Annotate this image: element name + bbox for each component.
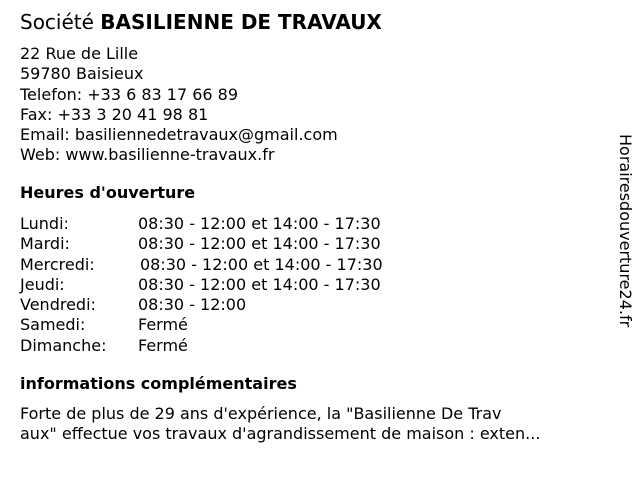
day-label: Lundi: [20, 214, 69, 233]
hours-value: 08:30 - 12:00 et 14:00 - 17:30 [138, 234, 381, 254]
street-address: 22 Rue de Lille [20, 44, 139, 63]
info-line: aux" effectue vos travaux d'agrandissement de maison : exten... [20, 424, 541, 444]
city-address: 59780 Baisieux [20, 64, 144, 84]
day-label: Jeudi: [20, 274, 65, 294]
hours-value: 08:30 - 12:00 et 14:00 - 17:30 [140, 254, 383, 274]
contact-block [20, 44, 338, 166]
phone-number: Telefon: +33 6 83 17 66 89 [20, 84, 239, 104]
hours-value: 08:30 - 12:00 et 14:00 - 17:30 [138, 214, 381, 233]
day-label: Vendredi: [20, 295, 96, 315]
fax-number: Fax: +33 3 20 41 98 81 [20, 104, 209, 124]
email-address: Email: basiliennedetravaux@gmail.com [20, 125, 338, 145]
company-name: BASILIENNE DE TRAVAUX [100, 10, 382, 34]
info-heading: informations complémentaires [20, 374, 297, 393]
hours-heading: Heures d'ouverture [20, 183, 196, 202]
watermark-text: Horairesdouverture24.fr [616, 134, 635, 328]
company-title [20, 9, 382, 35]
day-label: Mardi: [20, 234, 70, 254]
watermark [612, 134, 636, 374]
website-url: Web: www.basilienne-travaux.fr [20, 145, 275, 165]
hours-value: Fermé [138, 315, 188, 335]
day-label: Samedi: [20, 315, 86, 335]
hours-value: 08:30 - 12:00 [138, 295, 247, 315]
day-label: Mercredi: [20, 254, 95, 274]
company-prefix: Société [20, 10, 94, 34]
info-text [20, 404, 600, 445]
info-line: Forte de plus de 29 ans d'expérience, la "Basilienne De Trav [20, 404, 502, 423]
day-label: Dimanche: [20, 335, 107, 355]
hours-value: Fermé [138, 335, 188, 355]
hours-value: 08:30 - 12:00 et 14:00 - 17:30 [138, 274, 381, 294]
